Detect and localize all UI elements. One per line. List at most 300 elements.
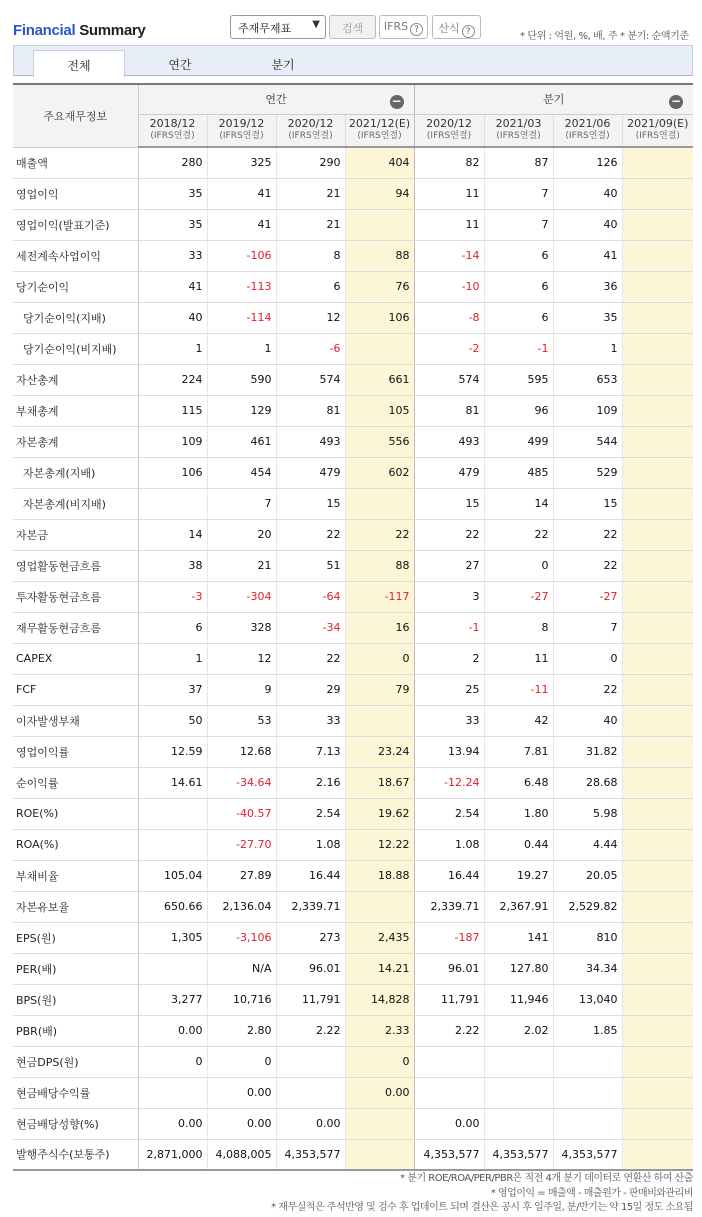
row-label: 영업이익률 (13, 736, 138, 767)
row-header: 주요재무정보 (13, 84, 138, 147)
table-cell: 0.00 (207, 1077, 276, 1108)
table-cell: 14.21 (345, 953, 414, 984)
table-cell: -64 (276, 581, 345, 612)
tab-quarterly[interactable]: 분기 (271, 58, 295, 72)
table-cell: 34.34 (553, 953, 622, 984)
table-cell: 41 (138, 271, 207, 302)
table-cell: 27.89 (207, 860, 276, 891)
table-cell: 22 (484, 519, 553, 550)
table-row (13, 829, 693, 860)
table-cell: 5.98 (553, 798, 622, 829)
table-cell: 51 (276, 550, 345, 581)
table-cell (553, 1046, 622, 1077)
table-cell: 290 (276, 147, 345, 178)
table-cell: 40 (138, 302, 207, 333)
table-cell (553, 1077, 622, 1108)
period-header (345, 114, 414, 147)
quarter-group-label: 분기 (543, 93, 565, 107)
table-cell (622, 1077, 693, 1108)
table-cell: 1.08 (414, 829, 484, 860)
table-cell: 479 (276, 457, 345, 488)
table-row (13, 302, 693, 333)
ifrs-help-button[interactable] (379, 15, 428, 39)
table-cell: 14 (138, 519, 207, 550)
table-cell: 10,716 (207, 984, 276, 1015)
table-cell: 35 (553, 302, 622, 333)
table-cell (622, 643, 693, 674)
table-cell: 529 (553, 457, 622, 488)
table-cell (276, 1046, 345, 1077)
table-cell: 0.00 (276, 1108, 345, 1139)
row-label: PER(배) (13, 953, 138, 984)
table-cell: 544 (553, 426, 622, 457)
period-header (622, 114, 693, 147)
table-cell: 40 (553, 178, 622, 209)
table-cell: 18.67 (345, 767, 414, 798)
help-icon: ? (410, 23, 423, 36)
table-row (13, 1015, 693, 1046)
table-cell: 1 (207, 333, 276, 364)
table-cell: 96.01 (414, 953, 484, 984)
row-label: 당기순이익 (13, 271, 138, 302)
table-row (13, 612, 693, 643)
table-row (13, 891, 693, 922)
table-cell (622, 984, 693, 1015)
table-cell: 1 (138, 643, 207, 674)
quarter-group-header (414, 84, 693, 114)
table-row (13, 395, 693, 426)
table-cell: -34 (276, 612, 345, 643)
table-row (13, 1108, 693, 1139)
financial-summary-table (13, 83, 693, 1171)
table-cell: 11 (484, 643, 553, 674)
table-cell: 0 (484, 550, 553, 581)
table-cell: 6 (484, 240, 553, 271)
table-row (13, 922, 693, 953)
search-button[interactable]: 검색 (329, 15, 376, 39)
table-cell: 16 (345, 612, 414, 643)
table-cell: 0 (553, 643, 622, 674)
row-label: 자본금 (13, 519, 138, 550)
table-cell: 76 (345, 271, 414, 302)
period-basis: (IFRS연결) (288, 131, 333, 142)
period-label: 2021/06 (564, 117, 611, 131)
row-label: 자본총계(지배) (13, 457, 138, 488)
table-cell: 22 (276, 519, 345, 550)
row-label: 현금DPS(원) (13, 1046, 138, 1077)
table-cell: 595 (484, 364, 553, 395)
table-cell: 38 (138, 550, 207, 581)
table-cell: 19.62 (345, 798, 414, 829)
table-cell: 41 (207, 178, 276, 209)
table-cell: 105.04 (138, 860, 207, 891)
table-cell: 31.82 (553, 736, 622, 767)
table-cell (345, 209, 414, 240)
annual-group-label: 연간 (265, 93, 287, 107)
table-cell: 22 (414, 519, 484, 550)
period-basis: (IFRS연결) (150, 131, 195, 142)
row-label: 매출액 (13, 147, 138, 178)
formula-help-button[interactable] (432, 15, 481, 39)
table-cell: 4,353,577 (276, 1139, 345, 1170)
table-cell: 13,040 (553, 984, 622, 1015)
table-cell (138, 953, 207, 984)
table-cell: -114 (207, 302, 276, 333)
row-label: EPS(원) (13, 922, 138, 953)
table-cell: 40 (553, 705, 622, 736)
table-cell: 109 (553, 395, 622, 426)
table-row (13, 674, 693, 705)
table-cell: -27 (553, 581, 622, 612)
table-cell: 12.59 (138, 736, 207, 767)
table-cell (622, 705, 693, 736)
period-basis: (IFRS연결) (565, 131, 610, 142)
row-label: ROA(%) (13, 829, 138, 860)
table-cell (622, 519, 693, 550)
table-cell (622, 612, 693, 643)
collapse-icon[interactable]: − (671, 94, 682, 108)
row-label: PBR(배) (13, 1015, 138, 1046)
table-cell: 16.44 (276, 860, 345, 891)
table-cell (414, 1046, 484, 1077)
table-cell: 41 (207, 209, 276, 240)
table-row (13, 767, 693, 798)
table-cell: 499 (484, 426, 553, 457)
table-row (13, 550, 693, 581)
table-cell: 650.66 (138, 891, 207, 922)
table-cell: 0.00 (414, 1108, 484, 1139)
period-tabs (13, 45, 693, 76)
table-cell: 2.02 (484, 1015, 553, 1046)
table-cell: 15 (414, 488, 484, 519)
period-label: 2021/09(E) (627, 117, 689, 131)
table-cell: 109 (138, 426, 207, 457)
table-cell: 79 (345, 674, 414, 705)
table-cell: 20 (207, 519, 276, 550)
row-label: 현금배당성향(%) (13, 1108, 138, 1139)
table-cell: 82 (414, 147, 484, 178)
table-cell: 4,353,577 (553, 1139, 622, 1170)
table-body (13, 147, 693, 1170)
table-cell: 602 (345, 457, 414, 488)
table-cell: 7 (484, 178, 553, 209)
table-cell: 1 (138, 333, 207, 364)
period-header (207, 114, 276, 147)
table-cell (138, 798, 207, 829)
table-cell (622, 147, 693, 178)
table-cell: 15 (276, 488, 345, 519)
row-label: 발행주식수(보통주) (13, 1139, 138, 1170)
table-cell: 6 (484, 271, 553, 302)
table-cell: 7 (553, 612, 622, 643)
tab-annual[interactable]: 연간 (168, 58, 192, 72)
table-cell: 16.44 (414, 860, 484, 891)
table-row (13, 643, 693, 674)
table-cell: 0 (345, 643, 414, 674)
table-cell: 11 (414, 209, 484, 240)
table-cell: 14 (484, 488, 553, 519)
statement-type-select[interactable] (230, 15, 326, 39)
table-cell (622, 178, 693, 209)
table-cell (622, 550, 693, 581)
table-row (13, 519, 693, 550)
period-header (276, 114, 345, 147)
table-cell: 6 (138, 612, 207, 643)
table-cell (622, 736, 693, 767)
table-cell: 11,791 (276, 984, 345, 1015)
table-cell: 2,136.04 (207, 891, 276, 922)
table-cell: -11 (484, 674, 553, 705)
table-row (13, 1046, 693, 1077)
ifrs-label: IFRS (383, 20, 409, 33)
table-cell: 0 (207, 1046, 276, 1077)
table-cell: -113 (207, 271, 276, 302)
table-row (13, 736, 693, 767)
table-cell: 2.33 (345, 1015, 414, 1046)
period-label: 2019/12 (218, 117, 265, 131)
row-label: 부채총계 (13, 395, 138, 426)
table-cell: 22 (345, 519, 414, 550)
period-label: 2021/03 (495, 117, 542, 131)
table-row (13, 457, 693, 488)
table-cell: 4,088,005 (207, 1139, 276, 1170)
table-cell: 18.88 (345, 860, 414, 891)
table-cell: 33 (276, 705, 345, 736)
table-cell: 19.27 (484, 860, 553, 891)
table-cell: 661 (345, 364, 414, 395)
table-cell: -1 (484, 333, 553, 364)
row-label: ROE(%) (13, 798, 138, 829)
table-cell (622, 271, 693, 302)
table-cell: -3 (138, 581, 207, 612)
row-label: 자본총계 (13, 426, 138, 457)
table-cell: 0 (138, 1046, 207, 1077)
table-cell: -187 (414, 922, 484, 953)
table-row (13, 984, 693, 1015)
period-basis: (IFRS연결) (357, 131, 402, 142)
top-bar (0, 0, 702, 44)
table-cell: 0.00 (207, 1108, 276, 1139)
table-cell: 37 (138, 674, 207, 705)
table-cell (622, 860, 693, 891)
table-cell: 6 (276, 271, 345, 302)
table-cell: 1.80 (484, 798, 553, 829)
table-cell: 1.08 (276, 829, 345, 860)
table-cell: 33 (414, 705, 484, 736)
table-cell: 4.44 (553, 829, 622, 860)
table-cell: 41 (553, 240, 622, 271)
table-cell (622, 1046, 693, 1077)
table-cell: 8 (276, 240, 345, 271)
row-label: 자본유보율 (13, 891, 138, 922)
table-cell (484, 1077, 553, 1108)
tab-all[interactable]: 전체 (33, 50, 125, 77)
table-cell: -27.70 (207, 829, 276, 860)
table-row (13, 364, 693, 395)
table-cell: 29 (276, 674, 345, 705)
table-cell: -106 (207, 240, 276, 271)
table-cell: 15 (553, 488, 622, 519)
table-cell: 556 (345, 426, 414, 457)
table-cell: 12 (207, 643, 276, 674)
table-cell: 7 (484, 209, 553, 240)
table-cell: 40 (553, 209, 622, 240)
title-part-summary: Summary (79, 22, 146, 39)
table-cell: 2,339.71 (414, 891, 484, 922)
table-row (13, 860, 693, 891)
table-cell: 127.80 (484, 953, 553, 984)
table-cell (622, 829, 693, 860)
table-cell: 2 (414, 643, 484, 674)
row-label: 세전계속사업이익 (13, 240, 138, 271)
table-cell: 0 (345, 1046, 414, 1077)
table-cell (622, 488, 693, 519)
table-cell: 21 (207, 550, 276, 581)
table-cell: 126 (553, 147, 622, 178)
annual-group-header (138, 84, 414, 114)
period-header (414, 114, 484, 147)
table-cell: 4,353,577 (414, 1139, 484, 1170)
footnote-line: * 재무실적은 주석반영 및 검수 후 업데이트 되며 결산은 공시 후 일주일, 분/반기는 약 15일 정도 소요됨 (271, 1202, 693, 1213)
table-cell: 35 (138, 178, 207, 209)
table-cell (622, 364, 693, 395)
row-label: 당기순이익(지배) (13, 302, 138, 333)
row-label: 당기순이익(비지배) (13, 333, 138, 364)
table-cell: 2.80 (207, 1015, 276, 1046)
table-cell: 88 (345, 240, 414, 271)
table-cell: 87 (484, 147, 553, 178)
table-cell: 810 (553, 922, 622, 953)
table-cell: 653 (553, 364, 622, 395)
table-cell: 96.01 (276, 953, 345, 984)
footnote-line: * 분기 ROE/ROA/PER/PBR은 직전 4개 분기 데이터로 연환산 하여 산출 (400, 1173, 693, 1184)
table-row (13, 488, 693, 519)
table-cell (622, 891, 693, 922)
table-cell (345, 488, 414, 519)
table-cell (138, 829, 207, 860)
table-cell: 2.54 (414, 798, 484, 829)
table-cell (622, 798, 693, 829)
table-cell (622, 1139, 693, 1170)
row-label: 투자활동현금흐름 (13, 581, 138, 612)
table-cell: 96 (484, 395, 553, 426)
table-cell: 493 (414, 426, 484, 457)
table-cell: 8 (484, 612, 553, 643)
table-row (13, 209, 693, 240)
table-cell: 461 (207, 426, 276, 457)
table-cell: N/A (207, 953, 276, 984)
table-cell: 2.16 (276, 767, 345, 798)
table-cell (622, 426, 693, 457)
table-cell: 2,339.71 (276, 891, 345, 922)
table-cell: 106 (138, 457, 207, 488)
table-cell: -304 (207, 581, 276, 612)
table-cell: 22 (553, 674, 622, 705)
table-cell: 280 (138, 147, 207, 178)
table-cell: 42 (484, 705, 553, 736)
table-cell: 1.85 (553, 1015, 622, 1046)
table-row (13, 147, 693, 178)
period-basis: (IFRS연결) (219, 131, 264, 142)
table-cell: 27 (414, 550, 484, 581)
table-cell: 2,435 (345, 922, 414, 953)
table-cell: -8 (414, 302, 484, 333)
table-cell (622, 953, 693, 984)
table-cell: 11,946 (484, 984, 553, 1015)
table-cell: 7.81 (484, 736, 553, 767)
period-header (484, 114, 553, 147)
table-cell: 141 (484, 922, 553, 953)
table-cell (553, 1108, 622, 1139)
table-cell: 22 (276, 643, 345, 674)
table-cell: 2,871,000 (138, 1139, 207, 1170)
row-label: CAPEX (13, 643, 138, 674)
table-row (13, 705, 693, 736)
table-cell: -12.24 (414, 767, 484, 798)
collapse-icon[interactable]: − (391, 94, 402, 108)
table-cell (622, 581, 693, 612)
table-cell: 33 (138, 240, 207, 271)
table-cell (484, 1046, 553, 1077)
table-cell: 6 (484, 302, 553, 333)
table-cell: 0.00 (345, 1077, 414, 1108)
table-cell: 12.22 (345, 829, 414, 860)
table-cell: 50 (138, 705, 207, 736)
table-cell: 0.00 (138, 1108, 207, 1139)
table-cell: 105 (345, 395, 414, 426)
row-label: 영업이익(발표기준) (13, 209, 138, 240)
table-cell: 4,353,577 (484, 1139, 553, 1170)
table-cell: 81 (414, 395, 484, 426)
table-cell: 2.22 (276, 1015, 345, 1046)
table-cell: 3 (414, 581, 484, 612)
table-cell: 115 (138, 395, 207, 426)
table-cell: -14 (414, 240, 484, 271)
help-icon: ? (462, 25, 475, 38)
table-cell: 2.54 (276, 798, 345, 829)
period-basis: (IFRS연결) (496, 131, 541, 142)
table-row (13, 1077, 693, 1108)
table-cell: 12.68 (207, 736, 276, 767)
table-cell (622, 767, 693, 798)
formula-label: 산식 (438, 22, 460, 35)
table-cell (622, 333, 693, 364)
table-cell (345, 705, 414, 736)
chevron-down-icon: ▼ (312, 19, 320, 30)
table-cell: 9 (207, 674, 276, 705)
table-cell: -3,106 (207, 922, 276, 953)
table-cell: 81 (276, 395, 345, 426)
row-label: 자산총계 (13, 364, 138, 395)
table-cell: 13.94 (414, 736, 484, 767)
table-cell: 493 (276, 426, 345, 457)
unit-note: * 단위 : 억원, %, 배, 주 * 분기: 순액기준 (520, 31, 689, 42)
table-cell: 328 (207, 612, 276, 643)
table-cell: -34.64 (207, 767, 276, 798)
table-cell: 574 (414, 364, 484, 395)
table-cell (622, 302, 693, 333)
table-cell: 7.13 (276, 736, 345, 767)
table-row (13, 333, 693, 364)
table-cell (138, 488, 207, 519)
table-row (13, 798, 693, 829)
table-cell: 22 (553, 519, 622, 550)
table-cell (276, 1077, 345, 1108)
period-basis: (IFRS연결) (426, 131, 472, 142)
table-row (13, 1139, 693, 1170)
row-label: 자본총계(비지배) (13, 488, 138, 519)
table-cell (622, 674, 693, 705)
